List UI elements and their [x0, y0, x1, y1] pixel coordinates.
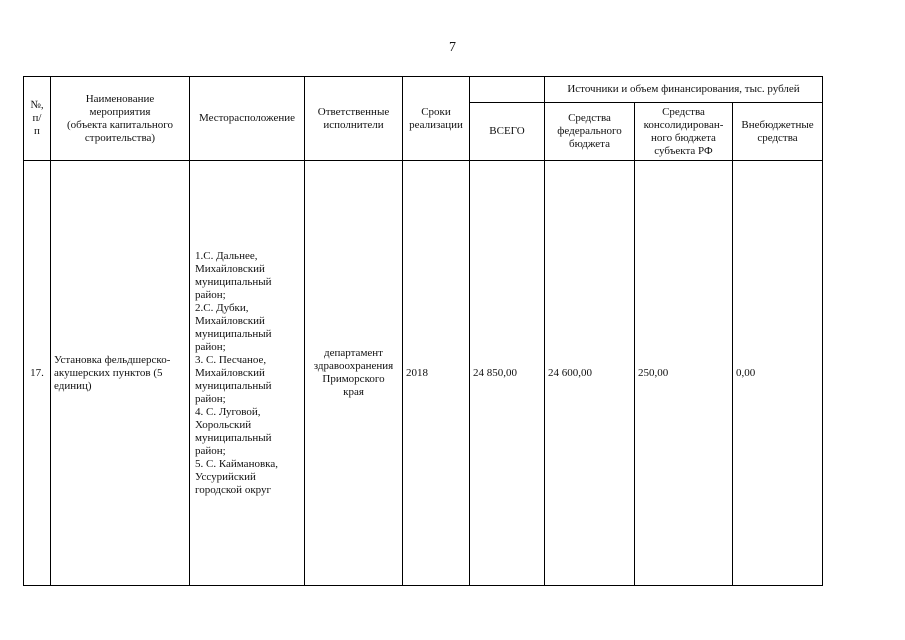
- cell-extra: 0,00: [733, 161, 823, 586]
- header-responsible-text: Ответственные исполнители: [317, 105, 390, 131]
- cell-total: 24 850,00: [470, 161, 545, 586]
- header-regional-text: Средства консолидирован- ного бюджета субъекта РФ: [643, 105, 724, 157]
- header-location: [190, 77, 305, 161]
- header-total-text: ВСЕГО: [489, 125, 525, 137]
- header-federal-text: Средства федерального бюджета: [557, 112, 622, 150]
- cell-federal: 24 600,00: [545, 161, 635, 586]
- cell-regional: 250,00: [635, 161, 733, 586]
- page-number: 7: [449, 40, 456, 55]
- header-num-text: №, п/ п: [30, 99, 44, 137]
- header-terms: [403, 77, 470, 161]
- header-financing-group-text: Источники и объем финансирования, тыс. рублей: [567, 83, 800, 95]
- header-num: [24, 77, 51, 161]
- cell-name: Установка фельдшерско-акушерских пунктов (5 единиц): [51, 161, 190, 586]
- cell-location: 1.С. Дальнее, Михайловский муниципальный район; 2.С. Дубки, Михайловский муниципальный район; 3. С. Песчаное, Михайловский муниципальный район; 4. С. Луговой, Хорольский муниципальный район; 5. С. Каймановка, Уссурийский городской округ: [190, 161, 305, 586]
- header-name: [51, 77, 190, 161]
- header-extra-text: Внебюджетные средства: [741, 118, 814, 144]
- financing-table: [23, 76, 823, 586]
- header-federal: [545, 103, 635, 161]
- header-regional: [635, 103, 733, 161]
- header-row-1: [24, 77, 823, 103]
- cell-num: 17.: [24, 161, 51, 586]
- header-name-text: Наименование мероприятия (объекта капитального строительства): [66, 92, 174, 144]
- header-financing-group: [545, 77, 823, 103]
- cell-responsible: департамент здравоохранения Приморского края: [305, 161, 403, 586]
- header-total: [470, 103, 545, 161]
- header-spacer: [470, 77, 545, 103]
- header-location-text: Месторасположение: [198, 112, 296, 124]
- header-responsible: [305, 77, 403, 161]
- header-extra: [733, 103, 823, 161]
- table-row: [24, 161, 823, 586]
- cell-term: 2018: [403, 161, 470, 586]
- header-terms-text: Сроки реализации: [409, 105, 463, 131]
